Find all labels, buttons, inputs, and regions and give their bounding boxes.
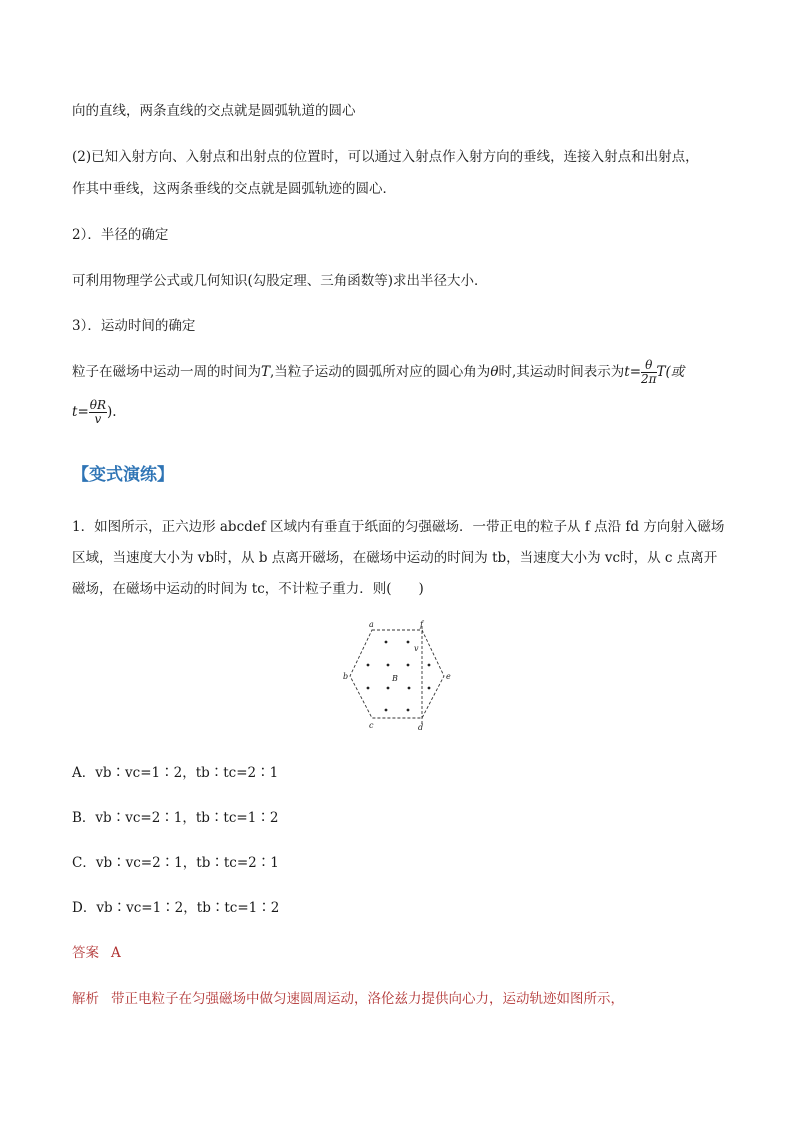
text-line: (2)已知入射方向、入射点和出射点的位置时，可以通过入射点作入射方向的垂线，连接入射点和出射点，: [72, 149, 699, 165]
text-line: 2）．半径的确定: [72, 227, 169, 243]
text: ).: [107, 404, 117, 420]
option-b: B．vb∶vc=2∶1，tb∶tc=1∶2: [72, 810, 279, 826]
denominator: v: [94, 412, 102, 426]
symbol: θ: [490, 364, 499, 380]
label-v: v: [414, 644, 419, 653]
text: =: [77, 404, 89, 420]
option-a: A．vb∶vc=1∶2，tb∶tc=2∶1: [72, 765, 279, 781]
option-d: D．vb∶vc=1∶2，tb∶tc=1∶2: [72, 900, 280, 916]
answer-value: A: [111, 945, 121, 961]
label-d: d: [418, 723, 424, 732]
question-line: 磁场，在磁场中运动的时间为 tc，不计粒子重力．则( ): [72, 581, 424, 597]
text-line-formula: [72, 398, 117, 426]
text: 粒子在磁场中运动一周的时间为: [72, 364, 261, 380]
symbol: T: [261, 364, 271, 380]
label-b: b: [343, 672, 349, 681]
label-e: e: [446, 672, 451, 681]
text: T(或: [656, 364, 685, 380]
question-line: 区域，当速度大小为 vb时，从 b 点离开磁场，在磁场中运动的时间为 tb，当速度大小为 vc时，从 c 点离开: [72, 550, 718, 566]
fraction: [89, 399, 107, 426]
hexagon-figure: [332, 618, 462, 736]
text: =: [629, 364, 641, 380]
answer-line: [72, 944, 121, 962]
label-f: f: [420, 620, 423, 629]
numerator: θR: [89, 398, 107, 412]
symbol: t: [624, 364, 630, 380]
fraction: [641, 359, 657, 386]
text-line-formula: [72, 358, 684, 386]
label-B: B: [392, 674, 398, 683]
answer-label: 答案: [72, 945, 99, 961]
label-c: c: [369, 721, 374, 730]
text: ,当粒子运动的圆弧所对应的圆心角为: [270, 364, 491, 380]
section-heading: 【变式演练】: [72, 465, 174, 485]
numerator: θ: [641, 359, 657, 373]
analysis-text: 带正电粒子在匀强磁场中做匀速圆周运动，洛伦兹力提供向心力，运动轨迹如图所示，: [111, 991, 624, 1007]
text-line: 3）．运动时间的确定: [72, 318, 196, 334]
question-line: 1．如图所示，正六边形 abcdef 区域内有垂直于纸面的匀强磁场．一带正电的粒子从 f 点沿 fd 方向射入磁场: [72, 519, 725, 535]
label-a: a: [369, 620, 374, 629]
analysis-label: 解析: [72, 991, 99, 1007]
field-dots: [367, 641, 431, 712]
text-line: 可利用物理学公式或几何知识(勾股定理、三角函数等)求出半径大小．: [72, 273, 488, 289]
denominator: 2π: [641, 372, 657, 386]
text-line: 作其中垂线，这两条垂线的交点就是圆弧轨迹的圆心．: [72, 181, 396, 197]
text-line: 向的直线，两条直线的交点就是圆弧轨道的圆心: [72, 103, 356, 119]
option-c: C．vb∶vc=2∶1，tb∶tc=2∶1: [72, 855, 279, 871]
symbol: t: [72, 404, 78, 420]
text: 时,其运动时间表示为: [498, 364, 625, 380]
analysis-line: [72, 990, 624, 1008]
